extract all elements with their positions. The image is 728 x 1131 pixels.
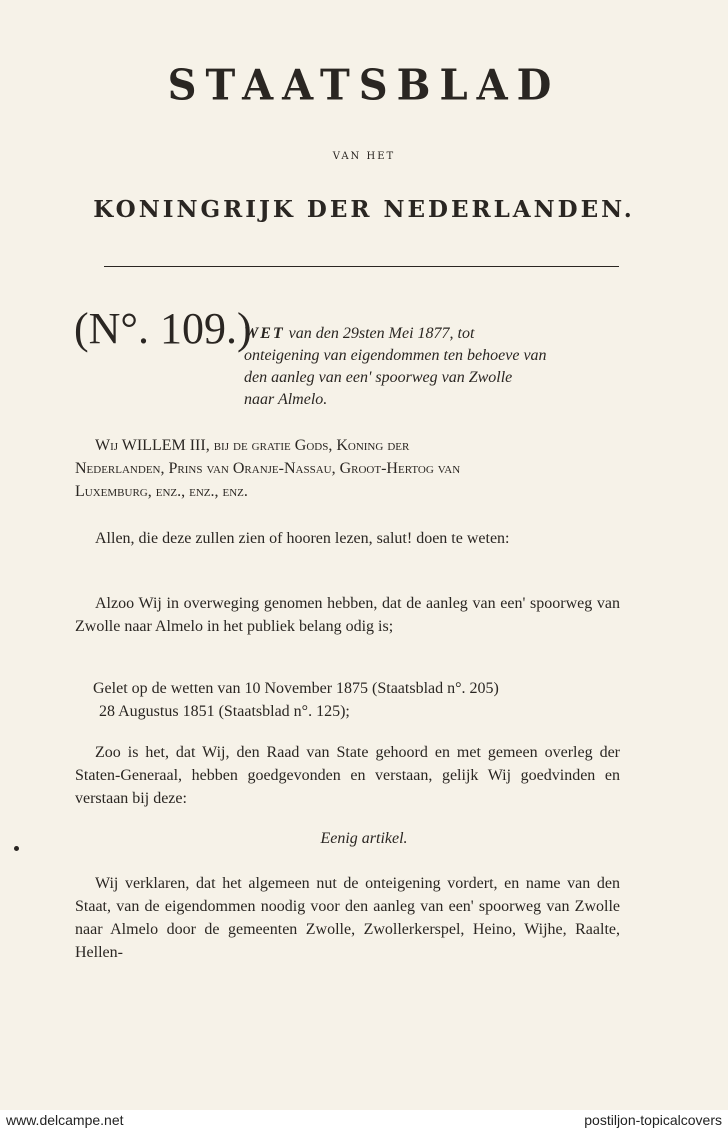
footer-right-text: postiljon-topicalcovers xyxy=(584,1112,722,1128)
paragraph-gelet xyxy=(75,677,620,723)
header-divider xyxy=(104,266,619,267)
subtitle-van-het: VAN HET xyxy=(332,151,396,162)
law-heading xyxy=(244,323,624,411)
paragraph-zoo: Zoo is het, dat Wij, den Raad van State gehoord en met gemeen overleg der Staten-Generaal, hebben goedgevonden en verstaan, gelijk Wij goedvinden en verstaan bij deze: xyxy=(75,744,620,807)
page-mark xyxy=(14,846,19,851)
preamble-line-1: Wij WILLEM III, bij de gratie Gods, Koning der xyxy=(95,437,410,454)
page-title: STAATSBLAD xyxy=(167,60,561,111)
preamble-line-2: Nederlanden, Prins van Oranje-Nassau, Groot-Hertog van xyxy=(75,460,461,477)
law-heading-line-4: naar Almelo. xyxy=(244,391,328,408)
law-heading-line-3: den aanleg van een' spoorweg van Zwolle xyxy=(244,369,513,386)
footer-left-text: www.delcampe.net xyxy=(6,1112,124,1128)
law-number: (N°. 109.) xyxy=(74,304,252,353)
preamble xyxy=(75,434,620,503)
kingdom-heading: KONINGRIJK DER NEDERLANDEN. xyxy=(93,196,635,223)
preamble-line-3: Luxemburg, enz., enz., enz. xyxy=(75,483,248,500)
paragraph-alzoo: Alzoo Wij in overweging genomen hebben, dat de aanleg van een' spoorweg van Zwolle naar Almelo in het publiek belang odig is; xyxy=(75,595,620,635)
law-type: WET xyxy=(244,325,285,342)
paragraph-article: Wij verklaren, dat het algemeen nut de onteigening vordert, en name van den Staat, van de eigendommen noodig voor den aanleg van een' spoorweg van Zwolle naar Almelo door de gemeenten Zwolle, Zwollerkerspel, Heino, Wijhe, Raalte, Hellen- xyxy=(75,875,620,961)
article-heading: Eenig artikel. xyxy=(320,830,408,847)
gelet-line-2: 28 Augustus 1851 (Staatsblad n°. 125); xyxy=(99,703,350,720)
gelet-line-1: Gelet op de wetten van 10 November 1875 (Staatsblad n°. 205) xyxy=(93,680,499,697)
paragraph-salut: Allen, die deze zullen zien of hooren lezen, salut! doen te weten: xyxy=(95,530,510,547)
law-heading-line-2: onteigening van eigendommen ten behoeve van xyxy=(244,347,547,364)
watermark-bar xyxy=(0,1110,728,1131)
law-heading-line-1: van den 29sten Mei 1877, tot xyxy=(288,325,475,342)
